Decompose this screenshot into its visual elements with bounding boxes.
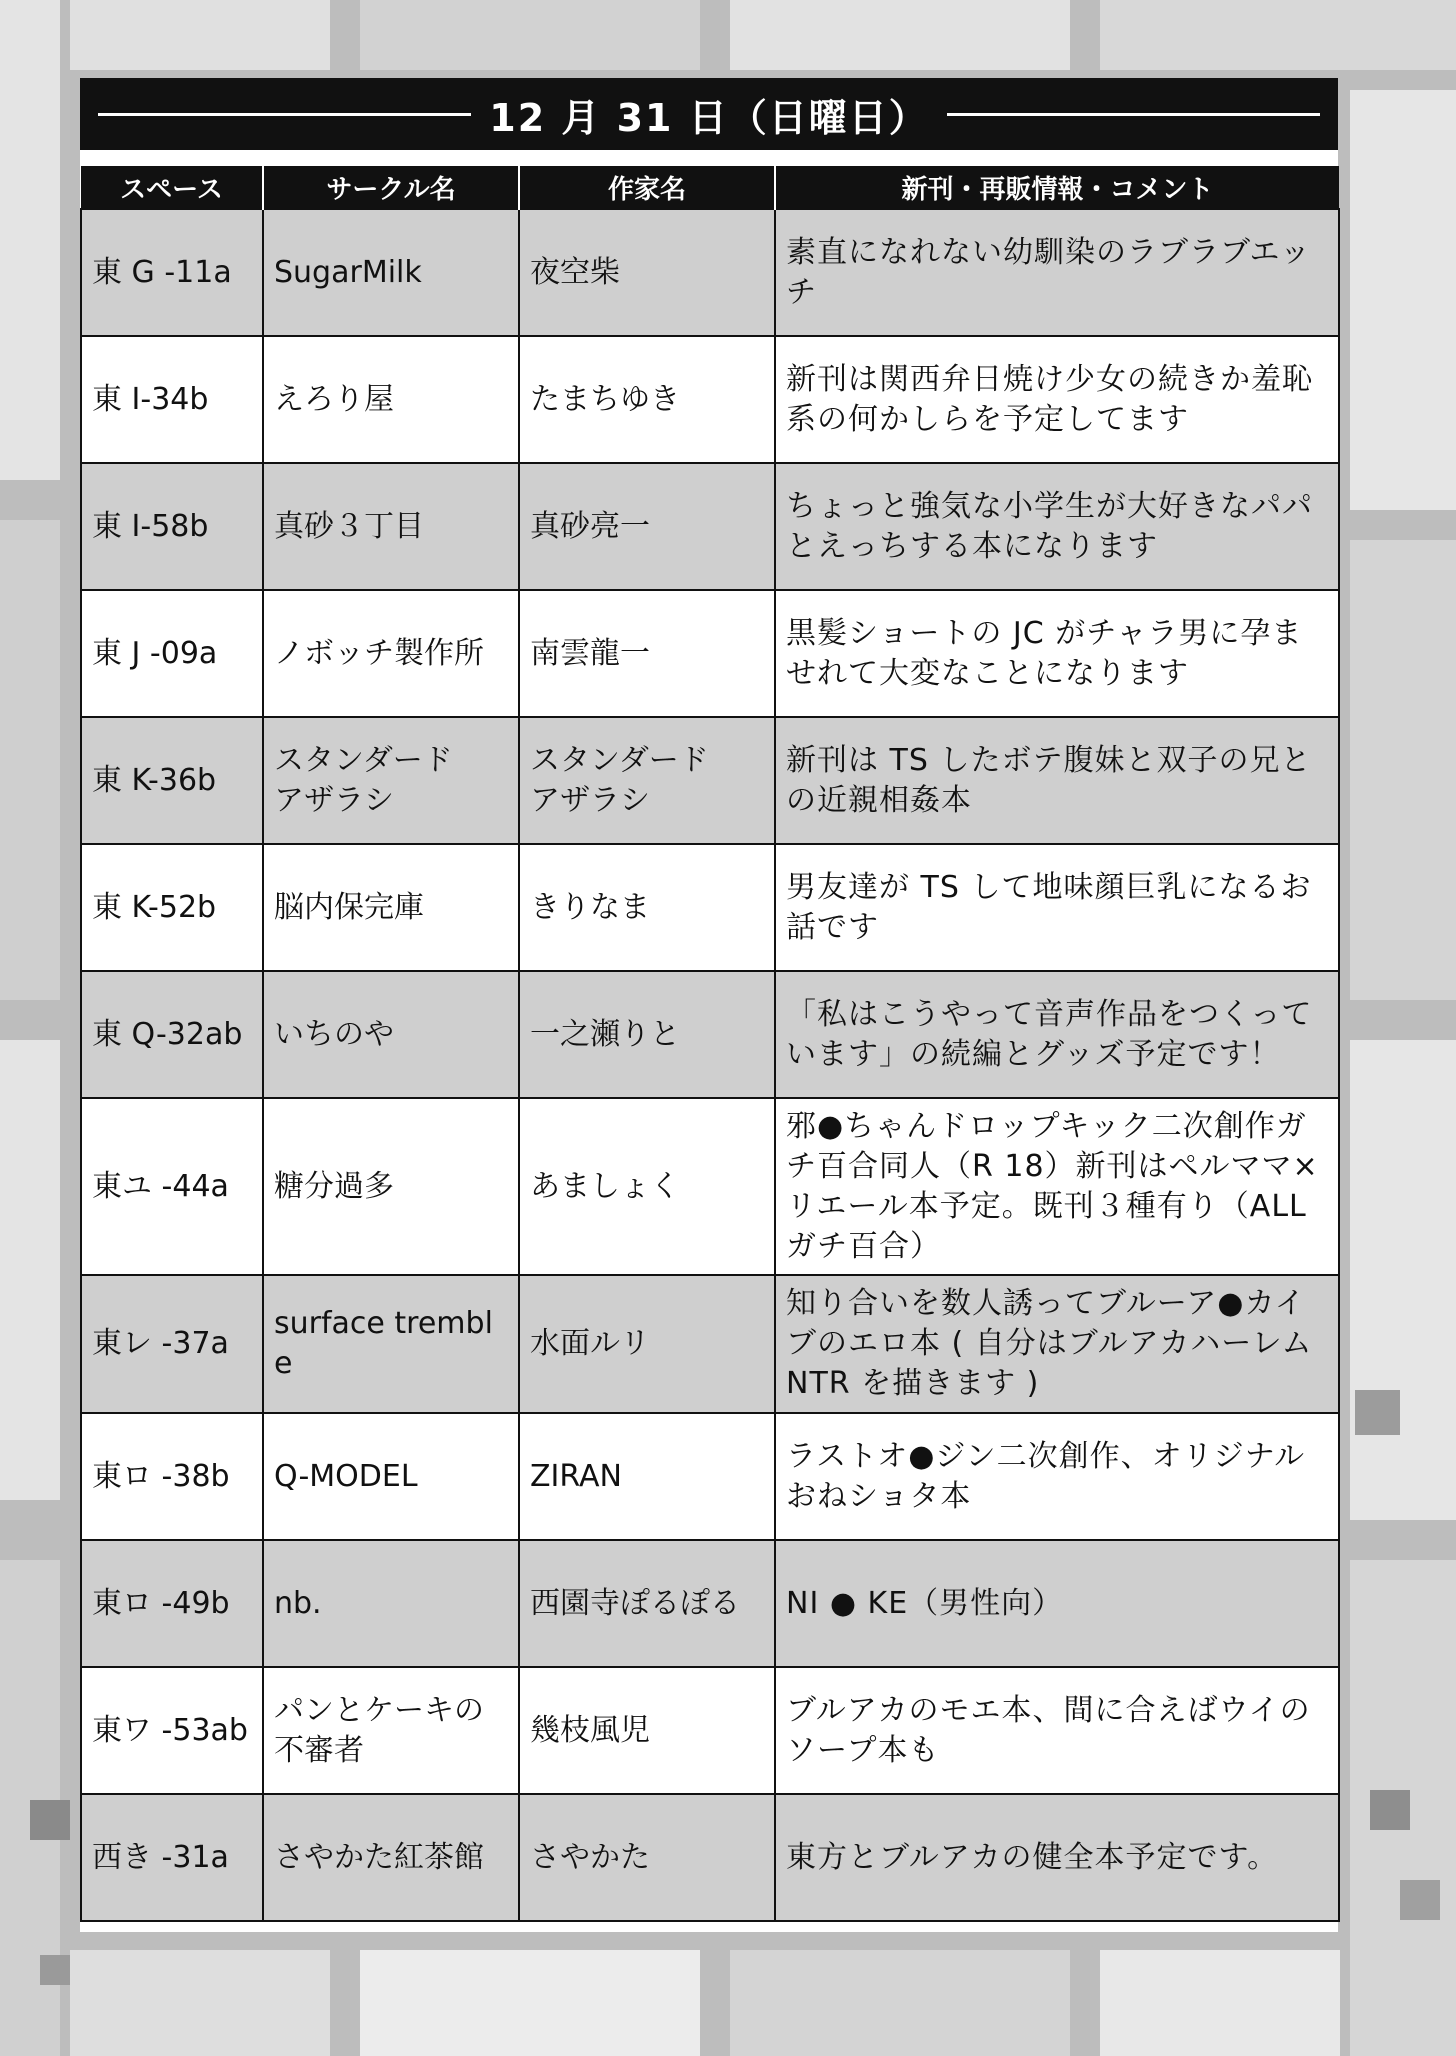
- cell-circle: 真砂３丁目: [263, 463, 519, 590]
- cell-space: 東 K-52b: [81, 844, 263, 971]
- cell-circle: パンとケーキの 不審者: [263, 1667, 519, 1794]
- cell-space: 東ロ -49b: [81, 1540, 263, 1667]
- table-header-row: [81, 166, 1339, 209]
- cell-space: 東 K-36b: [81, 717, 263, 844]
- cell-author: ZIRAN: [519, 1413, 775, 1540]
- cell-author: 水面ルリ: [519, 1275, 775, 1413]
- cell-author: たまちゆき: [519, 336, 775, 463]
- cell-space: 東 I-34b: [81, 336, 263, 463]
- cell-author: 南雲龍一: [519, 590, 775, 717]
- table-row: [81, 844, 1339, 971]
- cell-space: 東ワ -53ab: [81, 1667, 263, 1794]
- cell-comment: 東方とブルアカの健全本予定です。: [775, 1794, 1339, 1921]
- cell-author: きりなま: [519, 844, 775, 971]
- cell-comment: ラストオ●ジン二次創作、オリジナルおねショタ本: [775, 1413, 1339, 1540]
- cell-space: 東 J -09a: [81, 590, 263, 717]
- cell-author: 西園寺ぽるぽる: [519, 1540, 775, 1667]
- table-row: [81, 1098, 1339, 1275]
- table-row: [81, 463, 1339, 590]
- cell-comment: 男友達が TS して地味顔巨乳になるお話です: [775, 844, 1339, 971]
- table-row: [81, 1667, 1339, 1794]
- cell-space: 東ロ -38b: [81, 1413, 263, 1540]
- cell-space: 東ユ -44a: [81, 1098, 263, 1275]
- cell-circle: えろり屋: [263, 336, 519, 463]
- table-row: [81, 971, 1339, 1098]
- cell-author: スタンダード アザラシ: [519, 717, 775, 844]
- table-row: [81, 717, 1339, 844]
- cell-comment: 新刊は TS したボテ腹妹と双子の兄との近親相姦本: [775, 717, 1339, 844]
- cell-circle: さやかた紅茶館: [263, 1794, 519, 1921]
- header-comment: 新刊・再販情報・コメント: [775, 166, 1339, 209]
- circle-table: [80, 166, 1340, 1922]
- cell-comment: ちょっと強気な小学生が大好きなパパとえっちする本になります: [775, 463, 1339, 590]
- cell-circle: Q-MODEL: [263, 1413, 519, 1540]
- cell-circle: 糖分過多: [263, 1098, 519, 1275]
- cell-author: 真砂亮一: [519, 463, 775, 590]
- page-title: 12 月 31 日（日曜日）: [489, 95, 929, 140]
- cell-comment: 知り合いを数人誘ってブルーア●カイブのエロ本 ( 自分はブルアカハーレム NTR を描きます ): [775, 1275, 1339, 1413]
- table-row: [81, 590, 1339, 717]
- cell-space: 東 I-58b: [81, 463, 263, 590]
- cell-comment: 素直になれない幼馴染のラブラブエッチ: [775, 209, 1339, 336]
- cell-circle: ノボッチ製作所: [263, 590, 519, 717]
- cell-comment: 「私はこうやって音声作品をつくっています」の続編とグッズ予定です！: [775, 971, 1339, 1098]
- cell-author: 一之瀬りと: [519, 971, 775, 1098]
- header-author: 作家名: [519, 166, 775, 209]
- cell-circle: スタンダード アザラシ: [263, 717, 519, 844]
- table-row: [81, 1275, 1339, 1413]
- cell-author: 夜空柴: [519, 209, 775, 336]
- title-rule-left: [98, 113, 471, 116]
- table-row: [81, 1540, 1339, 1667]
- cell-comment: ブルアカのモエ本、間に合えばウイのソープ本も: [775, 1667, 1339, 1794]
- cell-comment: 黒髪ショートの JC がチャラ男に孕ませれて大変なことになります: [775, 590, 1339, 717]
- cell-comment: NI ● KE（男性向）: [775, 1540, 1339, 1667]
- header-space: スペース: [81, 166, 263, 209]
- cell-space: 東 G -11a: [81, 209, 263, 336]
- cell-author: さやかた: [519, 1794, 775, 1921]
- header-circle: サークル名: [263, 166, 519, 209]
- cell-space: 東レ -37a: [81, 1275, 263, 1413]
- cell-space: 東 Q-32ab: [81, 971, 263, 1098]
- cell-circle: いちのや: [263, 971, 519, 1098]
- table-row: [81, 336, 1339, 463]
- table-row: [81, 1794, 1339, 1921]
- cell-comment: 邪●ちゃんドロップキック二次創作ガチ百合同人（R 18）新刊はペルママ×リエール本予定。既刊３種有り（ALL ガチ百合）: [775, 1098, 1339, 1275]
- cell-circle: nb.: [263, 1540, 519, 1667]
- cell-author: 幾枝風児: [519, 1667, 775, 1794]
- table-row: [81, 1413, 1339, 1540]
- cell-circle: 脳内保完庫: [263, 844, 519, 971]
- cell-author: あましょく: [519, 1098, 775, 1275]
- schedule-card: [80, 78, 1338, 1932]
- cell-comment: 新刊は関西弁日焼け少女の続きか羞恥系の何かしらを予定してます: [775, 336, 1339, 463]
- title-bar: [80, 78, 1338, 150]
- cell-space: 西き -31a: [81, 1794, 263, 1921]
- cell-circle: SugarMilk: [263, 209, 519, 336]
- cell-circle: surface tremble: [263, 1275, 519, 1413]
- title-rule-right: [947, 113, 1320, 116]
- table-row: [81, 209, 1339, 336]
